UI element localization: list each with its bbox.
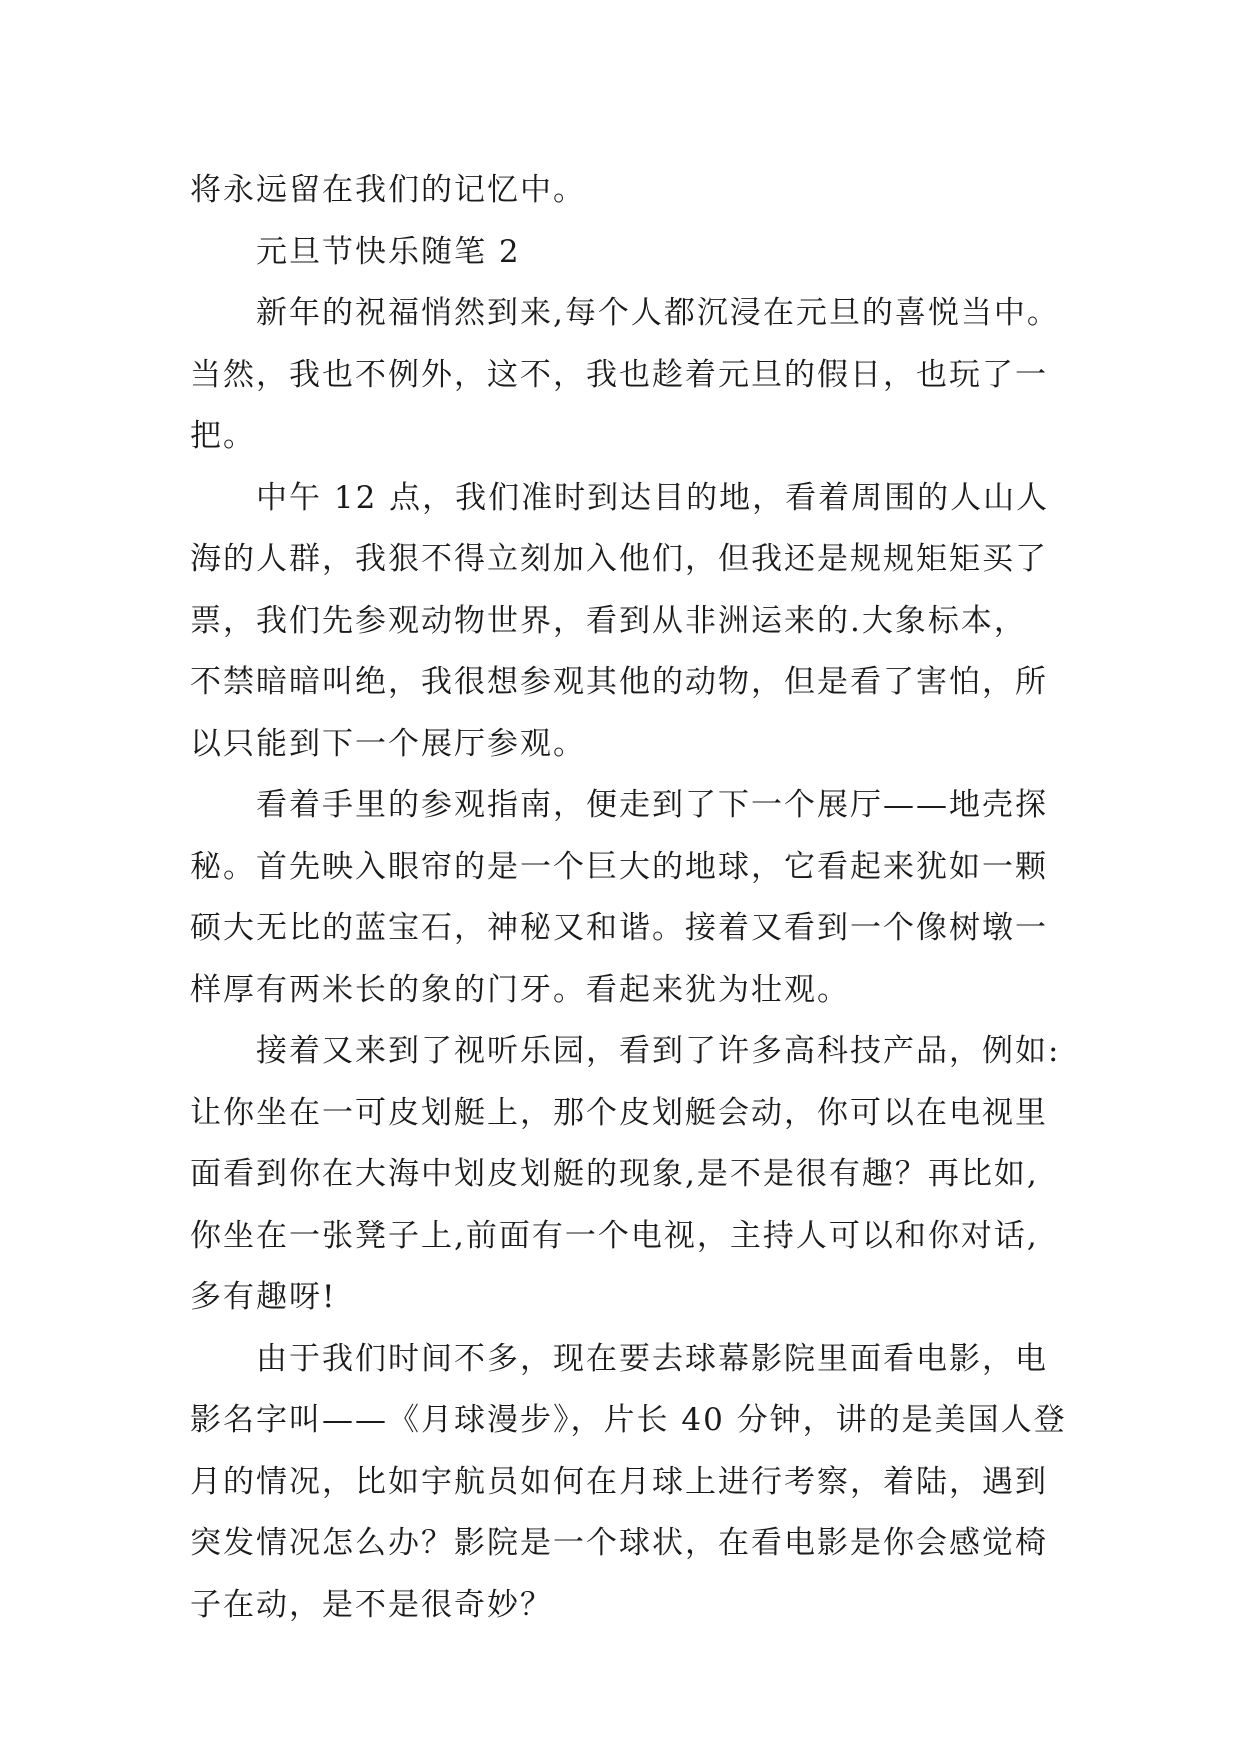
text-line: 当然，我也不例外，这不，我也趁着元旦的假日，也玩了一 xyxy=(190,356,1048,393)
text-line: 看着手里的参观指南，便走到了下一个展厅——地壳探 xyxy=(256,787,1048,823)
text-line: 元旦节快乐随笔 2 xyxy=(256,233,521,270)
text-line: 影名字叫——《月球漫步》，片长 40 分钟，讲的是美国人登 xyxy=(190,1402,1067,1438)
text-line: 新年的祝福悄然到来,每个人都沉浸在元旦的喜悦当中。 xyxy=(256,295,1060,331)
text-line: 硕大无比的蓝宝石，神秘又和谐。接着又看到一个像树墩一 xyxy=(190,910,1048,946)
text-line: 把。 xyxy=(190,418,256,454)
text-line: 让你坐在一可皮划艇上，那个皮划艇会动，你可以在电视里 xyxy=(190,1094,1048,1131)
text-line: 中午 12 点，我们准时到达目的地，看着周围的人山人 xyxy=(256,479,1050,516)
text-line: 面看到你在大海中划皮划艇的现象,是不是很有趣？再比如, xyxy=(190,1156,1039,1192)
text-line: 突发情况怎么办？影院是一个球状，在看电影是你会感觉椅 xyxy=(190,1525,1048,1561)
text-line: 由于我们时间不多，现在要去球幕影院里面看电影，电 xyxy=(256,1340,1048,1377)
essay-body xyxy=(190,160,1067,1636)
text-line: 秘。首先映入眼帘的是一个巨大的地球，它看起来犹如一颗 xyxy=(190,848,1048,885)
text-line: 票，我们先参观动物世界，看到从非洲运来的.大象标本， xyxy=(190,602,1027,639)
text-line: 不禁暗暗叫绝，我很想参观其他的动物，但是看了害怕，所 xyxy=(190,664,1048,700)
text-line: 子在动，是不是很奇妙？ xyxy=(190,1586,553,1623)
text-line: 多有趣呀! xyxy=(190,1279,337,1315)
text-line: 以只能到下一个展厅参观。 xyxy=(190,725,586,762)
text-line: 海的人群，我狠不得立刻加入他们，但我还是规规矩矩买了 xyxy=(190,541,1048,577)
text-line: 将永远留在我们的记忆中。 xyxy=(190,172,586,208)
text-line: 样厚有两米长的象的门牙。看起来犹为壮观。 xyxy=(190,971,850,1008)
text-line: 你坐在一张凳子上,前面有一个电视，主持人可以和你对话, xyxy=(190,1217,1039,1254)
text-line: 月的情况，比如宇航员如何在月球上进行考察，着陆，遇到 xyxy=(190,1463,1048,1500)
text-line: 接着又来到了视听乐园，看到了许多高科技产品，例如: xyxy=(256,1033,1061,1069)
